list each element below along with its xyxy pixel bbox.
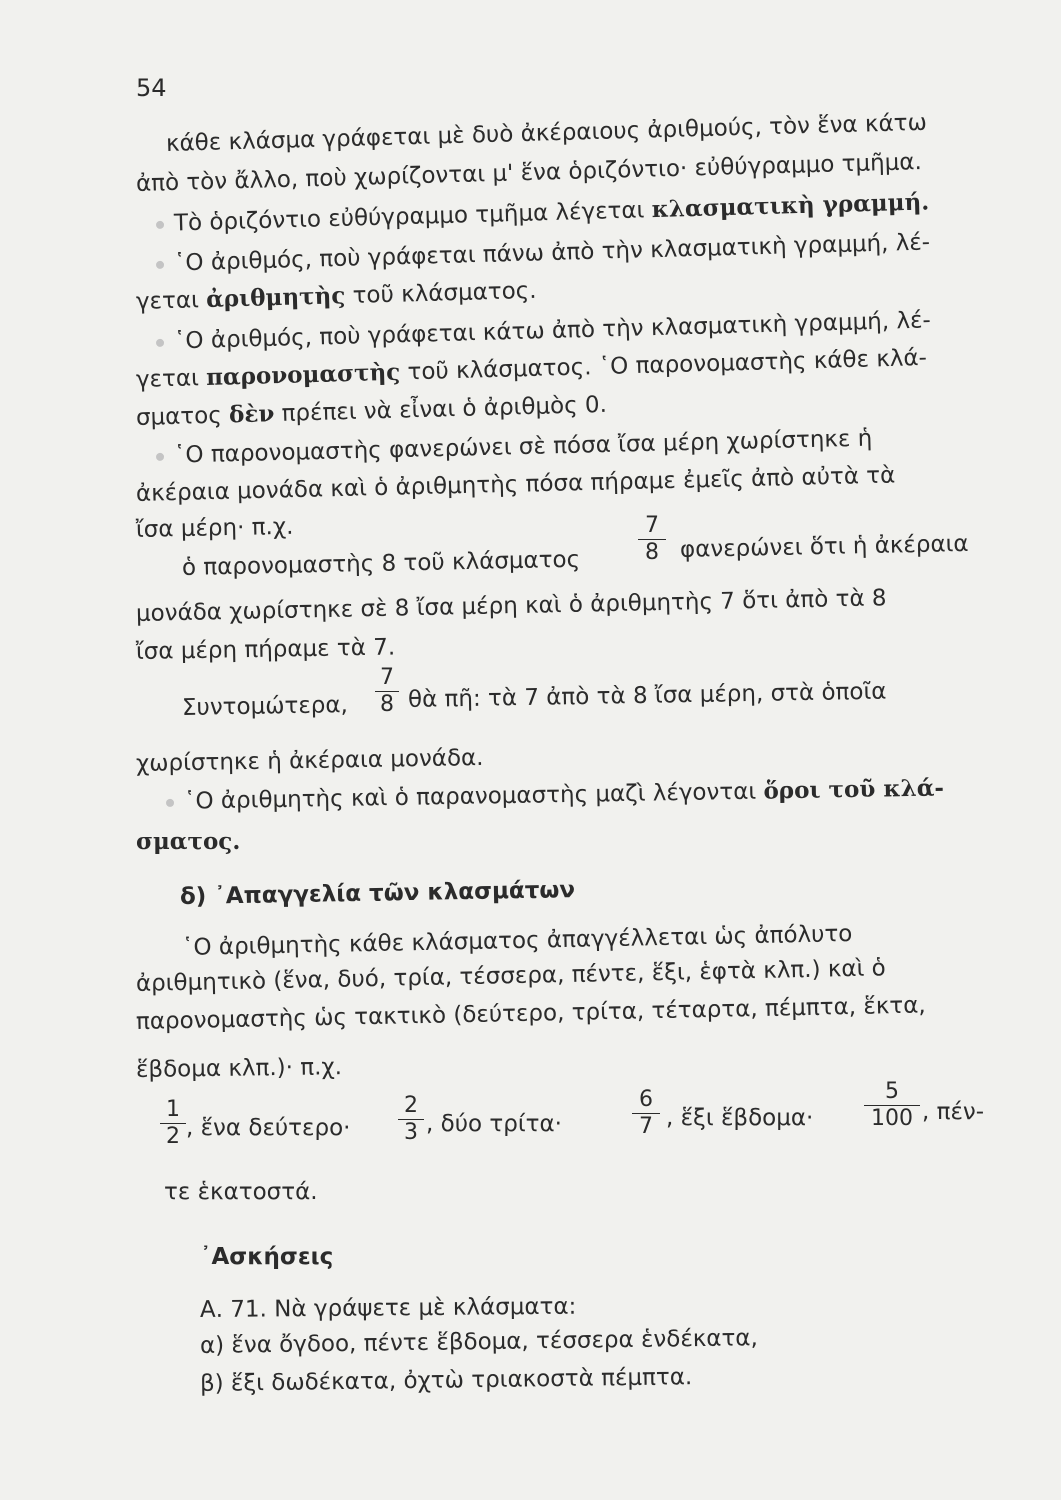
text-line: φανερώνει ὅτι ἡ ἀκέραια — [679, 530, 969, 563]
text-line: ἴσα μέρη· π.χ. — [135, 513, 294, 543]
fraction-numerator: 7 — [645, 513, 659, 538]
fraction-1-2 — [160, 1098, 186, 1149]
text-line: γεται παρονομαστὴς τοῦ κλάσματος. ῾Ο παρονομαστὴς κάθε κλά- — [135, 344, 928, 393]
fraction-2-3 — [398, 1094, 424, 1145]
fraction-denominator: 3 — [404, 1120, 418, 1145]
bullet-icon — [156, 452, 164, 460]
bullet-icon — [166, 798, 174, 806]
term-fraction-terms: ὅροι τοῦ κλά- — [763, 774, 945, 805]
fraction-numerator: 6 — [639, 1087, 653, 1112]
fraction-numerator: 1 — [166, 1097, 180, 1122]
text-line: τε ἑκατοστά. — [164, 1179, 318, 1205]
page-number: 54 — [136, 74, 167, 102]
exercises-heading: ᾿Ασκήσεις — [200, 1244, 334, 1270]
text-line: ἀπὸ τὸν ἄλλο, ποὺ χωρίζονται μ' ἕνα ὁριζόντιο· εὐθύγραμμο τμῆμα. — [135, 149, 923, 197]
fraction-denominator: 100 — [871, 1106, 913, 1131]
term-not: δὲν — [228, 400, 275, 429]
fraction-7-8 — [638, 514, 666, 565]
text-line: χωρίστηκε ἡ ἀκέραια μονάδα. — [135, 744, 484, 777]
text-line: , δύο τρίτα· — [426, 1111, 562, 1137]
bullet-icon — [156, 260, 164, 268]
fraction-denominator: 8 — [380, 692, 394, 717]
term-numerator: ἀριθμητὴς — [205, 282, 346, 314]
text-line: κάθε κλάσμα γράφεται μὲ δυὸ ἀκέραιους ἀριθμούς, τὸν ἕνα κάτω — [165, 109, 928, 157]
text-line: μονάδα χωρίστηκε σὲ 8 ἴσα μέρη καὶ ὁ ἀριθμητὴς 7 ὅτι ἀπὸ τὰ 8 — [135, 585, 887, 627]
fraction-numerator: 2 — [404, 1093, 418, 1118]
term-fraction-line: κλασματικὴ γραμμή. — [651, 188, 930, 224]
text-line: ὁ παρονομαστὴς 8 τοῦ κλάσματος — [181, 546, 581, 581]
text-line: ῾Ο ἀριθμητὴς καὶ ὁ παρανομαστὴς μαζὶ λέγονται ὅροι τοῦ κλά- — [166, 772, 945, 818]
text-line: σματος δὲν πρέπει νὰ εἶναι ὁ ἀριθμὸς 0. — [135, 391, 608, 431]
text-line: ῾Ο ἀριθμός, ποὺ γράφεται πάνω ἀπὸ τὴν κλασματικὴ γραμμή, λέ- — [156, 226, 931, 280]
text-line: ῾Ο ἀριθμητὴς κάθε κλάσματος ἀπαγγέλλεται ὡς ἀπόλυτο — [181, 920, 853, 961]
text-line: ἀριθμητικὸ (ἕνα, δυό, τρία, τέσσερα, πέντε, ἕξι, ἑφτὰ κλπ.) καὶ ὁ — [135, 955, 886, 997]
text-line: ἴσα μέρη πήραμε τὰ 7. — [135, 634, 396, 665]
fraction-6-7 — [632, 1088, 660, 1139]
fraction-5-100 — [864, 1080, 920, 1131]
text-line: σματος. — [136, 828, 241, 855]
text-line: ῾Ο ἀριθμός, ποὺ γράφεται κάτω ἀπὸ τὴν κλασματικὴ γραμμή, λέ- — [156, 304, 932, 358]
fraction-denominator: 8 — [645, 540, 659, 565]
text-line: Συντομώτερα, — [181, 692, 349, 721]
text-line: παρονομαστὴς ὡς τακτικὸ (δεύτερο, τρίτα, τέταρτα, πέμπτα, ἕκτα, — [135, 992, 926, 1035]
exercise-line: α) ἕνα ὄγδοο, πέντε ἕβδομα, τέσσερα ἑνδέκατα, — [199, 1325, 759, 1359]
text-line: ῾Ο παρονομαστὴς φανερώνει σὲ πόσα ἴσα μέρη χωρίστηκε ἡ — [156, 423, 873, 472]
exercise-line: Α. 71. Νὰ γράψετε μὲ κλάσματα: — [199, 1293, 577, 1323]
fraction-numerator: 7 — [380, 665, 394, 690]
text-line: γεται ἀριθμητὴς τοῦ κλάσματος. — [135, 277, 537, 315]
fraction-numerator: 5 — [885, 1079, 899, 1104]
text-line: , ἕξι ἕβδομα· — [666, 1105, 814, 1131]
text-line: , ἕνα δεύτερο· — [186, 1115, 351, 1141]
bullet-icon — [156, 338, 164, 346]
text-line: Τὸ ὁριζόντιο εὐθύγραμμο τμῆμα λέγεται κλασματικὴ γραμμή. — [156, 186, 930, 240]
section-heading: δ) ᾿Απαγγελία τῶν κλασμάτων — [179, 877, 576, 910]
term-denominator: παρονομαστὴς — [205, 358, 401, 392]
exercise-line: β) ἕξι δωδέκατα, ὀχτὼ τριακοστὰ πέμπτα. — [199, 1364, 693, 1397]
text-line: ἕβδομα κλπ.)· π.χ. — [135, 1054, 343, 1083]
text-line: ἀκέραια μονάδα καὶ ὁ ἀριθμητὴς πόσα πήραμε ἐμεῖς ἀπὸ αὐτὰ τὰ — [135, 462, 896, 507]
text-line: , πέν- — [922, 1099, 985, 1125]
text-line: θὰ πῆ: τὰ 7 ἀπὸ τὰ 8 ἴσα μέρη, στὰ ὁποῖα — [407, 678, 887, 713]
fraction-denominator: 7 — [639, 1114, 653, 1139]
fraction-7-8 — [375, 666, 399, 717]
fraction-denominator: 2 — [166, 1124, 180, 1149]
bullet-icon — [156, 220, 164, 228]
